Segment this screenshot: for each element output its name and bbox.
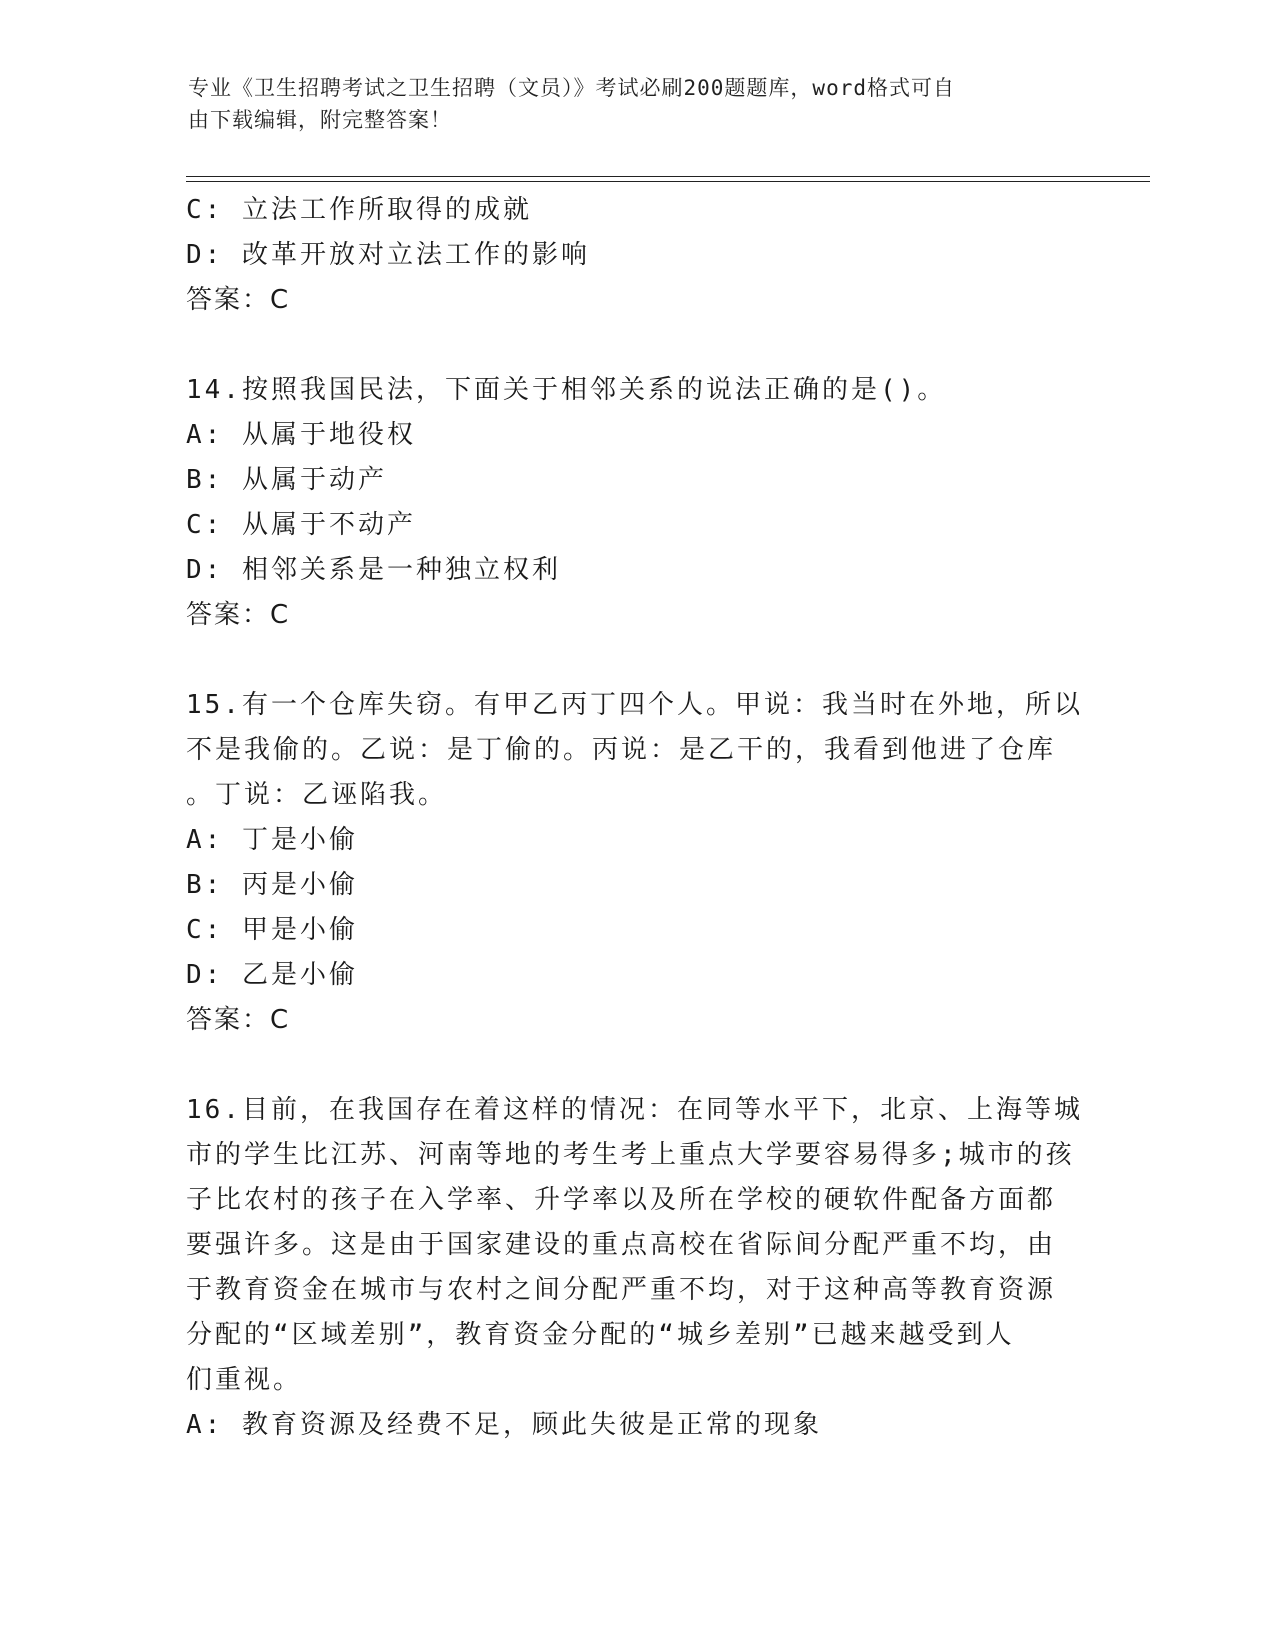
question-16 bbox=[186, 1088, 1086, 1448]
question-list bbox=[186, 188, 1086, 1448]
question-text-line-1: 15.有一个仓库失窃。有甲乙丙丁四个人。甲说：我当时在外地，所以 bbox=[186, 690, 1083, 720]
question-text-line-7: 们重视。 bbox=[186, 1365, 303, 1395]
option-a: A: 丁是小偷 bbox=[186, 825, 358, 855]
question-text-line-3: 子比农村的孩子在入学率、升学率以及所在学校的硬软件配备方面都 bbox=[186, 1185, 1057, 1215]
option-d: D: 相邻关系是一种独立权利 bbox=[186, 555, 561, 585]
answer: 答案：C bbox=[186, 285, 291, 315]
question-text-line-6: 分配的“区域差别”，教育资金分配的“城乡差别”已越来越受到人 bbox=[186, 1320, 1015, 1350]
question-text-line-5: 于教育资金在城市与农村之间分配严重不均，对于这种高等教育资源 bbox=[186, 1275, 1057, 1305]
spacer bbox=[186, 1043, 1086, 1088]
question-14 bbox=[186, 368, 1086, 638]
question-text-line-2: 市的学生比江苏、河南等地的考生考上重点大学要容易得多;城市的孩 bbox=[186, 1140, 1075, 1170]
option-b: B: 丙是小偷 bbox=[186, 870, 358, 900]
question-13 bbox=[186, 188, 1086, 323]
option-d: D: 改革开放对立法工作的影响 bbox=[186, 240, 590, 270]
option-b: B: 从属于动产 bbox=[186, 465, 387, 495]
question-15 bbox=[186, 683, 1086, 1043]
option-a: A: 教育资源及经费不足，顾此失彼是正常的现象 bbox=[186, 1410, 822, 1440]
question-text-line-1: 16.目前，在我国存在着这样的情况：在同等水平下，北京、上海等城 bbox=[186, 1095, 1083, 1125]
spacer bbox=[186, 323, 1086, 368]
question-text-line-3: 。丁说：乙诬陷我。 bbox=[186, 780, 448, 810]
option-a: A: 从属于地役权 bbox=[186, 420, 416, 450]
header-divider-bottom bbox=[186, 181, 1150, 182]
spacer bbox=[186, 638, 1086, 683]
question-text-line-4: 要强许多。这是由于国家建设的重点高校在省际间分配严重不均，由 bbox=[186, 1230, 1057, 1260]
question-text: 14.按照我国民法，下面关于相邻关系的说法正确的是()。 bbox=[186, 375, 947, 405]
header-divider-top bbox=[186, 176, 1150, 177]
option-c: C: 立法工作所取得的成就 bbox=[186, 195, 532, 225]
answer: 答案：C bbox=[186, 600, 291, 630]
document-header bbox=[188, 72, 1068, 136]
option-d: D: 乙是小偷 bbox=[186, 960, 358, 990]
header-title-line-2: 由下载编辑，附完整答案！ bbox=[188, 108, 452, 132]
option-c: C: 甲是小偷 bbox=[186, 915, 358, 945]
question-text-line-2: 不是我偷的。乙说：是丁偷的。丙说：是乙干的，我看到他进了仓库 bbox=[186, 735, 1057, 765]
answer: 答案：C bbox=[186, 1005, 291, 1035]
header-title-line-1: 专业《卫生招聘考试之卫生招聘（文员）》考试必刷200题题库，word格式可自 bbox=[188, 76, 955, 100]
option-c: C: 从属于不动产 bbox=[186, 510, 416, 540]
